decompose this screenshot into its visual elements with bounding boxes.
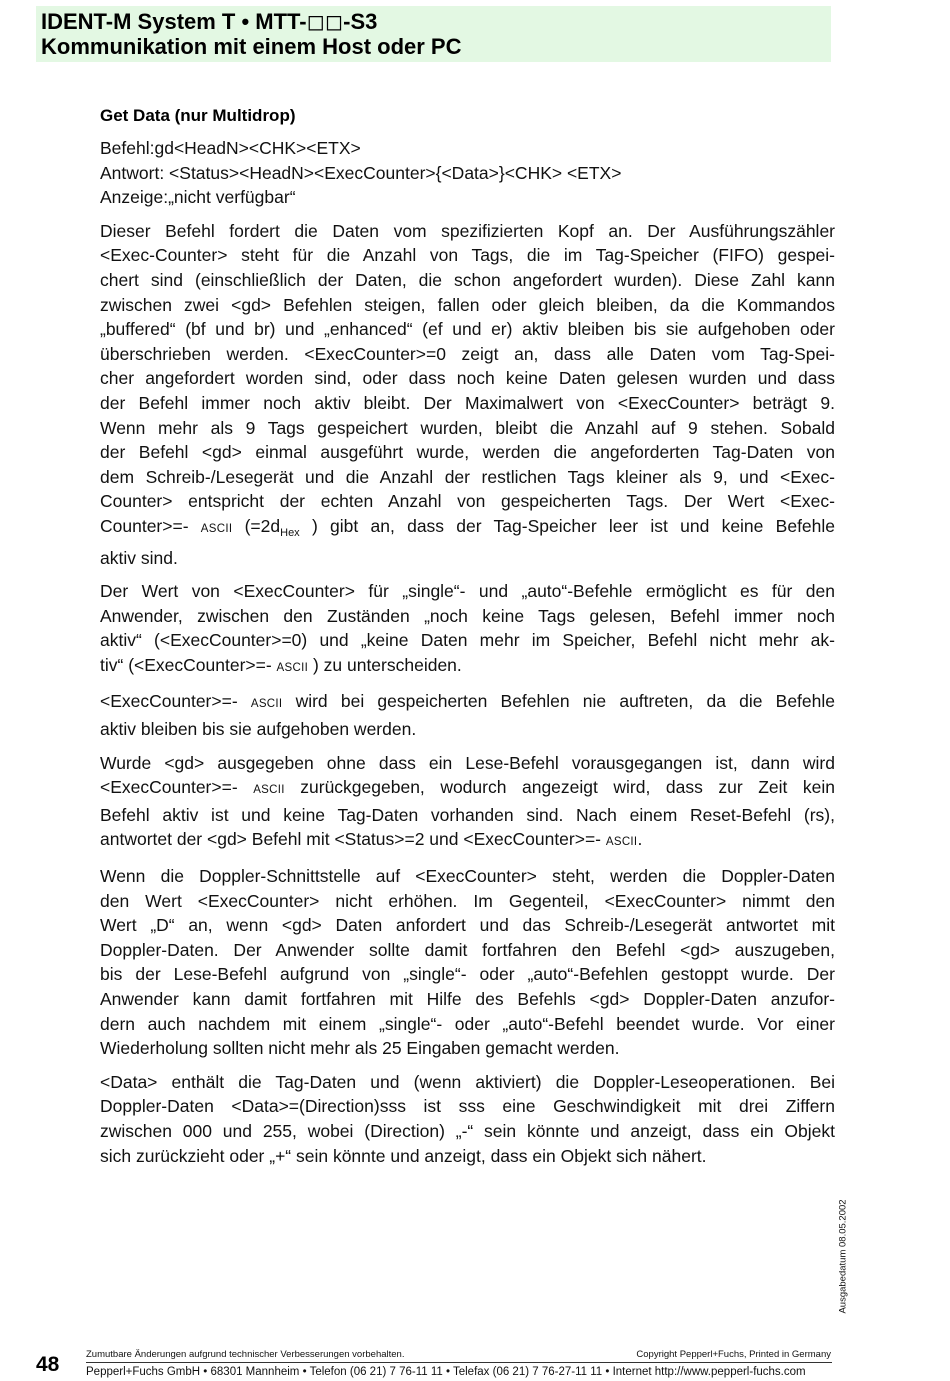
ascii-smallcaps: ASCII <box>253 784 285 797</box>
text-line: dem Schreib-/Lesegerät und die Anzahl der restlichen Tags kleiner als 9, und <Exec- <box>100 466 835 487</box>
text-line: überschrieben werden. <ExecCounter>=0 zeigt an, dass alle Daten vom Tag-Spei- <box>100 343 835 364</box>
text-segment: <ExecCounter>=- <box>100 777 254 798</box>
text-line: Wurde <gd> ausgegeben ohne dass ein Lese-Befehl vorausgegangen ist, dann wird <box>100 752 835 773</box>
text-line: aktiv sind. <box>100 547 178 568</box>
ascii-smallcaps: ASCII <box>605 836 638 849</box>
text-line: aktiv bleiben bis sie aufgehoben werden. <box>100 719 417 740</box>
paragraph-data-field <box>100 1070 835 1168</box>
text-line: der Befehl <gd> einmal ausgeführt wurde, werden die angeforderten Tag-Daten von <box>100 442 835 463</box>
ascii-smallcaps: ASCII <box>250 698 283 711</box>
paragraph-gd-without-read <box>100 751 835 855</box>
issue-date-text: Ausgabedatum 08.05.2002 <box>837 1199 849 1314</box>
issue-date <box>837 1196 849 1318</box>
text-line: <Exec-Counter> steht für die Anzahl von Tags, die im Tag-Speicher (FIFO) gespei- <box>100 245 835 266</box>
text-line: „buffered“ (bf und br) und „enhanced“ (ef und er) aktiv bleiben bis sie aufgehoben oder <box>100 319 835 340</box>
text-line: Wiederholung sollten nicht mehr als 25 Eingaben gemacht werden. <box>100 1038 620 1059</box>
section-title: Get Data (nur Multidrop) <box>100 106 296 125</box>
text-line: Anwender kann damit fortfahren mit Hilfe des Befehls <gd> Doppler-Daten anzufor- <box>100 989 835 1009</box>
ascii-smallcaps: ASCII <box>276 661 309 674</box>
header-subtitle: Kommunikation mit einem Host oder PC <box>41 34 462 59</box>
paragraph-stored-commands <box>100 689 835 741</box>
text-segment: <ExecCounter>=- <box>100 691 251 712</box>
text-line <box>100 653 835 681</box>
text-line: zwischen 000 und 255, wobei (Direction) „-“ sein könnte und anzeigt, dass ein Objekt <box>100 1120 835 1141</box>
text-segment: zurückgegeben, wodurch angezeigt wird, dass zur Zeit kein <box>284 777 835 798</box>
text-line: Dieser Befehl fordert die Daten vom spezifizierten Kopf an. Der Ausführungszähler <box>100 220 835 241</box>
text-line <box>100 827 835 855</box>
response-syntax: Antwort: <Status><HeadN><ExecCounter>{<Data>}<CHK> <ETX> <box>100 162 622 183</box>
paragraph-single-auto <box>100 579 835 680</box>
text-line: Wert „D“ an, wenn <gd> Daten anfordert und das Schreib-/Lesegerät antwortet mit <box>100 915 835 936</box>
header-title: IDENT-M System T • MTT-◻◻-S3 <box>41 9 378 34</box>
text-line: dern auch nachdem mit einem „single“- oder „auto“-Befehl beendet wurde. Vor einer <box>100 1013 835 1034</box>
text-line <box>100 775 835 803</box>
text-segment: antwortet der <gd> Befehl mit <Status>=2 und <ExecCounter>=- <box>100 829 606 850</box>
page-header <box>36 6 831 62</box>
text-line <box>100 689 835 717</box>
text-line: aktiv“ (<ExecCounter>=0) und „keine Daten mehr im Speicher, Befehl nicht mehr ak- <box>100 630 835 651</box>
paragraph-doppler-interface <box>100 864 835 1061</box>
text-line: Counter> entspricht der echten Anzahl von gespeicherten Tags. Der Wert <Exec- <box>100 491 835 512</box>
footer-address: Pepperl+Fuchs GmbH • 68301 Mannheim • Telefon (06 21) 7 76-11 11 • Telefax (06 21) 7 76-27-11 11 • Internet http://www.pepperl-fuchs.com <box>86 1366 806 1378</box>
paragraph-exec-counter <box>100 219 835 570</box>
ascii-smallcaps: ASCII <box>200 522 233 535</box>
text-line: zwischen zwei <gd> Befehlen steigen, fallen oder gleich bleiben, da die Kommandos <box>100 294 835 315</box>
hex-subscript: Hex <box>280 526 300 539</box>
text-line: chert sind (einschließlich der Daten, die schon angefordert wurden). Diese Zahl kann <box>100 269 835 290</box>
text-line: <Data> enthält die Tag-Daten und (wenn aktiviert) die Doppler-Leseoperationen. Bei <box>100 1071 835 1092</box>
footer-disclaimer: Zumutbare Änderungen aufgrund technischer Verbesserungen vorbehalten. <box>86 1349 405 1360</box>
text-segment: tiv“ (<ExecCounter>=- <box>100 654 277 675</box>
text-line: sich zurückzieht oder „+“ sein könnte und anzeigt, dass ein Objekt sich nähert. <box>100 1145 707 1166</box>
text-line: cher angefordert worden sind, oder dass noch keine Daten gelesen wurden und dass <box>100 368 835 389</box>
text-line: Wenn mehr als 9 Tags gespeichert wurden, bleibt die Anzahl auf 9 stehen. Sobald <box>100 417 835 438</box>
text-line: den Wert <ExecCounter> nicht erhöhen. Im Gegenteil, <ExecCounter> nimmt den <box>100 890 835 911</box>
page-number: 48 <box>36 1353 60 1376</box>
text-line: Anwender, zwischen den Zuständen „noch keine Tags gelesen, Befehl immer noch <box>100 605 835 626</box>
text-line: Doppler-Daten <Data>=(Direction)sss ist sss eine Geschwindigkeit mit drei Ziffern <box>100 1096 835 1117</box>
text-line: bis der Lese-Befehl aufgrund von „single“- oder „auto“-Befehlen gestoppt wurde. Der <box>100 964 835 985</box>
text-segment: Counter>=- <box>100 515 201 536</box>
text-line <box>100 514 835 546</box>
text-line: Doppler-Daten. Der Anwender sollte damit fortfahren den Befehl <gd> auszugeben, <box>100 939 835 960</box>
text-line: Befehl aktiv ist und keine Tag-Daten vorhanden sind. Nach einem Reset-Befehl (rs), <box>100 804 835 825</box>
footer-copyright: Copyright Pepperl+Fuchs, Printed in Germany <box>636 1349 831 1360</box>
display-info: Anzeige:„nicht verfügbar“ <box>100 187 296 208</box>
command-syntax: Befehl:gd<HeadN><CHK><ETX> <box>100 138 361 158</box>
text-segment: ) gibt an, dass der Tag-Speicher leer ist und keine Befehle <box>299 515 836 536</box>
text-segment: ) zu unterscheiden. <box>308 654 462 675</box>
text-line: der Befehl immer noch aktiv bleibt. Der Maximalwert von <ExecCounter> beträgt 9. <box>100 392 835 413</box>
footer-divider <box>86 1362 832 1363</box>
text-segment: . <box>637 829 643 850</box>
text-segment: wird bei gespeicherten Befehlen nie auftreten, da die Befehle <box>282 691 836 712</box>
main-content <box>100 104 835 1168</box>
text-segment: (=2d <box>232 515 281 536</box>
text-line: Der Wert von <ExecCounter> für „single“- und „auto“-Befehle ermöglicht es für den <box>100 581 835 602</box>
text-line: Wenn die Doppler-Schnittstelle auf <ExecCounter> steht, werden die Doppler-Daten <box>100 866 835 887</box>
